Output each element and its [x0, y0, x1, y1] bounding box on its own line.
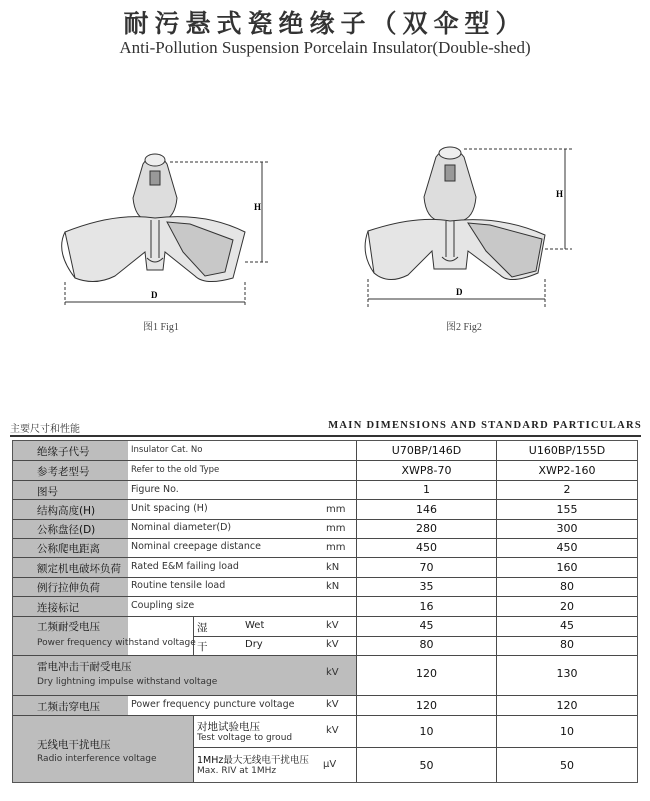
row-height-label-cn: 结构高度(H) — [37, 505, 96, 517]
figure-2-h-label: H — [556, 189, 564, 199]
power-freq-dry-cn: 干 — [197, 641, 208, 653]
row-tensile-value-2: 80 — [560, 580, 574, 593]
row-tensile-label-en: Routine tensile load — [131, 580, 226, 591]
row-old-type-label-cn: 参考老型号 — [37, 466, 90, 478]
row-diameter-unit: mm — [326, 523, 346, 534]
row-cat-no-label-en: Insulator Cat. No — [131, 445, 203, 455]
page-title-cn: 耐污悬式瓷绝缘子（双伞型） — [123, 9, 527, 38]
row-figure-value-1: 1 — [423, 483, 430, 496]
power-freq-wet-unit: kV — [326, 620, 339, 631]
row-figure-value-2: 2 — [563, 483, 571, 496]
puncture-unit: kV — [326, 699, 339, 710]
row-coupling-label-en: Coupling size — [131, 600, 195, 611]
power-freq-dry-value-1: 80 — [419, 638, 434, 651]
row-height-label-en: Unit spacing (H) — [131, 503, 208, 514]
figure-1-d-label: D — [151, 290, 158, 300]
row-cat-no-value-1: U70BP/146D — [391, 444, 462, 457]
radio-riv-label-cn: 1MHz最大无线电干扰电压 — [197, 755, 309, 766]
power-freq-dry-unit: kV — [326, 639, 339, 650]
radio-test-value-1: 10 — [419, 725, 434, 738]
radio-riv-value-2: 50 — [560, 759, 574, 772]
row-diameter-value-2: 300 — [556, 522, 578, 535]
radio-riv-value-1: 50 — [419, 759, 434, 772]
power-freq-dry-en: Dry — [245, 639, 263, 650]
specifications-table — [12, 440, 638, 783]
row-coupling-value-1: 16 — [419, 600, 434, 613]
figure-1-insulator-drawing — [55, 140, 290, 320]
power-freq-dry-value-2: 80 — [560, 638, 574, 651]
puncture-label-cn: 工频击穿电压 — [37, 701, 100, 713]
row-old-type-value-2: XWP2-160 — [538, 464, 596, 477]
radio-label-en: Radio interference voltage — [37, 754, 157, 764]
puncture-value-1: 120 — [416, 699, 437, 712]
radio-test-unit: kV — [326, 725, 339, 736]
row-old-type-label-en: Refer to the old Type — [131, 465, 220, 475]
row-creepage-label-en: Nominal creepage distance — [131, 541, 261, 552]
figure-1-caption: 图1 Fig1 — [143, 322, 179, 333]
power-freq-wet-value-1: 45 — [419, 619, 434, 632]
row-creepage-value-2: 450 — [556, 541, 578, 554]
figure-2-d-label: D — [456, 287, 463, 297]
row-height-value-1: 146 — [416, 503, 437, 516]
section-divider — [10, 435, 641, 437]
row-em-load-label-en: Rated E&M failing load — [131, 561, 239, 572]
lightning-label-en: Dry lightning impulse withstand voltage — [37, 677, 218, 687]
row-figure-label-en: Figure No. — [131, 484, 179, 495]
row-figure-label-cn: 图号 — [37, 486, 58, 498]
power-freq-label-en: Power frequency withstand voltage — [37, 638, 196, 648]
puncture-label-en: Power frequency puncture voltage — [131, 699, 295, 710]
row-diameter-label-cn: 公称盘径(D) — [37, 524, 96, 536]
radio-test-label-cn: 对地试验电压 — [197, 721, 260, 733]
row-tensile-unit: kN — [326, 581, 340, 592]
row-old-type-value-1: XWP8-70 — [401, 464, 452, 477]
lightning-label-cn: 雷电冲击干耐受电压 — [37, 661, 132, 673]
row-tensile-label-cn: 例行拉伸负荷 — [37, 582, 100, 594]
lightning-value-1: 120 — [416, 667, 437, 680]
row-height-value-2: 155 — [556, 503, 578, 516]
row-coupling-label-cn: 连接标记 — [37, 602, 79, 614]
row-cat-no-value-2: U160BP/155D — [528, 444, 606, 457]
row-coupling-value-2: 20 — [560, 600, 574, 613]
figure-1-h-label: H — [254, 202, 262, 212]
radio-riv-unit: μV — [323, 759, 337, 770]
row-height-unit: mm — [326, 504, 346, 515]
row-creepage-value-1: 450 — [416, 541, 437, 554]
radio-label-cn: 无线电干扰电压 — [37, 739, 111, 751]
row-tensile-value-1: 35 — [419, 580, 434, 593]
row-creepage-label-cn: 公称爬电距离 — [37, 543, 100, 555]
row-em-load-value-1: 70 — [419, 561, 434, 574]
row-creepage-unit: mm — [326, 542, 346, 553]
radio-riv-label-en: Max. RIV at 1MHz — [197, 766, 277, 776]
row-em-load-label-cn: 额定机电破坏负荷 — [37, 563, 121, 575]
lightning-value-2: 130 — [556, 667, 578, 680]
row-diameter-label-en: Nominal diameter(D) — [131, 522, 232, 533]
radio-test-value-2: 10 — [560, 725, 574, 738]
page-title-en: Anti-Pollution Suspension Porcelain Insulator(Double-shed) — [119, 38, 531, 57]
figure-2-insulator-drawing — [360, 135, 590, 320]
row-em-load-value-2: 160 — [556, 561, 578, 574]
power-freq-wet-en: Wet — [245, 620, 265, 631]
radio-test-label-en: Test voltage to groud — [197, 733, 293, 743]
section-title-en: MAIN DIMENSIONS AND STANDARD PARTICULARS — [328, 420, 642, 431]
lightning-unit: kV — [326, 667, 339, 678]
row-diameter-value-1: 280 — [416, 522, 437, 535]
row-em-load-unit: kN — [326, 562, 340, 573]
row-cat-no-label-cn: 绝缘子代号 — [37, 446, 90, 458]
section-title-cn: 主要尺寸和性能 — [10, 424, 80, 435]
power-freq-label-cn: 工频耐受电压 — [37, 621, 100, 633]
figure-2-caption: 图2 Fig2 — [446, 322, 482, 333]
power-freq-wet-cn: 湿 — [197, 622, 208, 634]
power-freq-wet-value-2: 45 — [560, 619, 574, 632]
puncture-value-2: 120 — [556, 699, 578, 712]
